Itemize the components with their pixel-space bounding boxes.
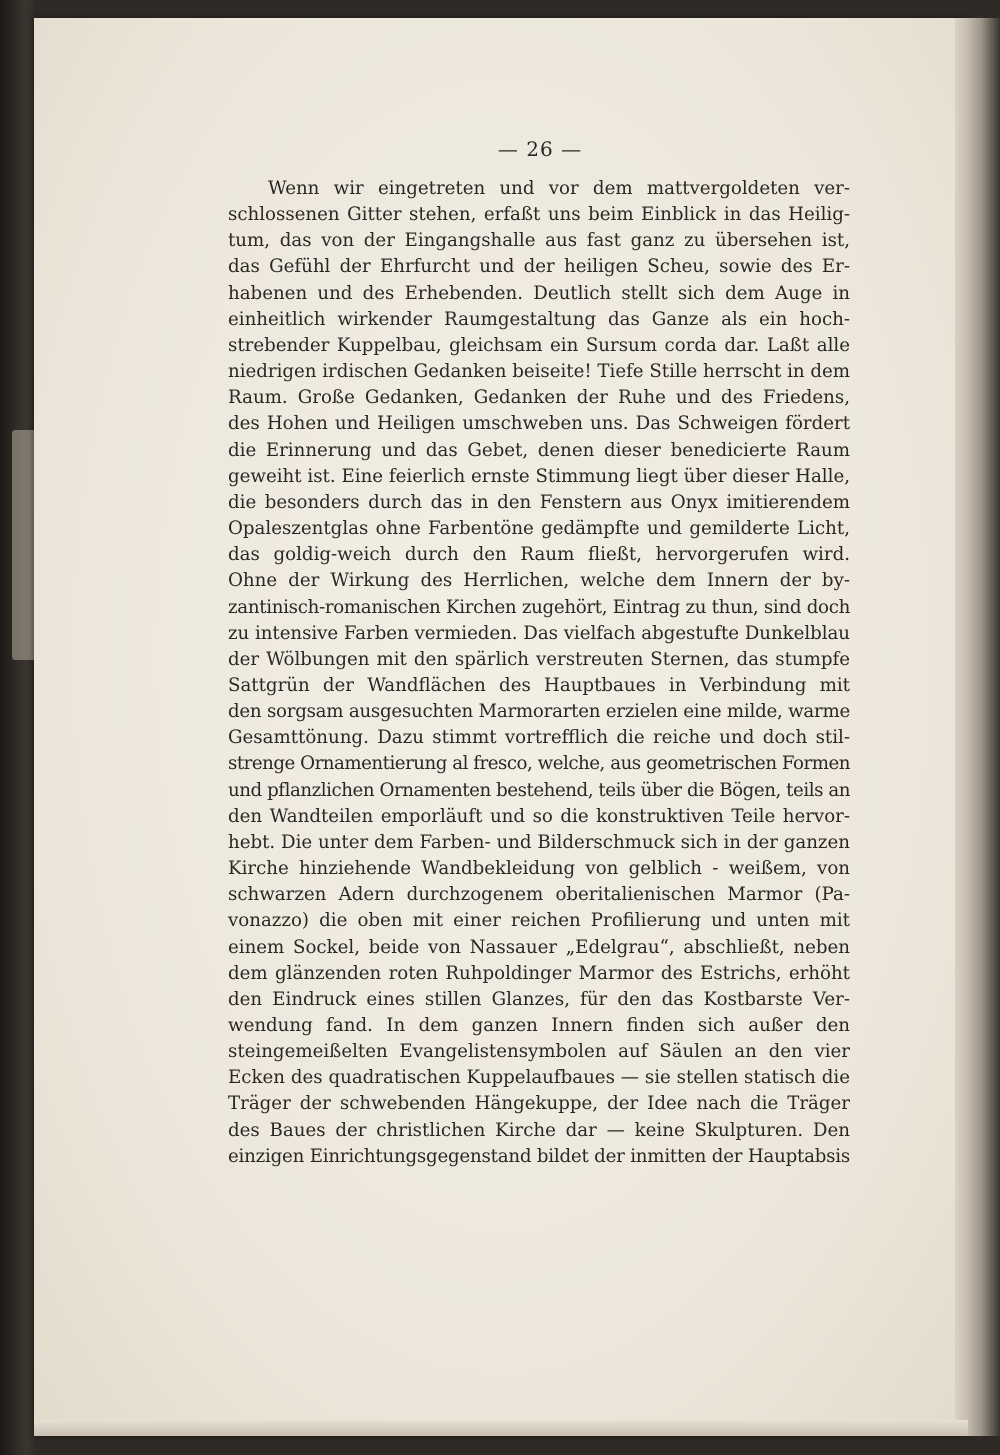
text-line: die Erinnerung und das Gebet, denen dieser benedicierte Raum [228,439,850,461]
text-line: steingemeißelten Evangelistensymbolen auf Säulen an den vier [228,1041,850,1063]
text-line: Wenn wir eingetreten und vor dem mattvergoldeten ver- [268,178,850,199]
body-text [228,176,850,1170]
text-line: Ecken des quadratischen Kuppelaufbaues — sie stellen statisch die [228,1067,850,1089]
text-line: schlossenen Gitter stehen, erfaßt uns beim Einblick in das Heilig- [228,204,850,226]
text-line: habenen und des Erhebenden. Deutlich stellt sich dem Auge in [228,282,850,304]
text-line: die besonders durch das in den Fenstern aus Onyx imitierendem [228,491,850,513]
text-line: der Wölbungen mit den spärlich verstreuten Sternen, das stumpfe [228,648,850,670]
text-line: Raum. Große Gedanken, Gedanken der Ruhe und des Friedens, [228,387,850,409]
text-line: das Gefühl der Ehrfurcht und der heiligen Scheu, sowie des Er- [228,256,850,278]
text-line: einheitlich wirkender Raumgestaltung das Ganze als ein hoch- [228,308,850,330]
text-line: geweiht ist. Eine feierlich ernste Stimmung liegt über dieser Halle, [228,465,850,487]
page-bottom-edge [34,1420,968,1436]
text-line: das goldig-weich durch den Raum fließt, hervorgerufen wird. [228,544,850,566]
text-line: des Baues der christlichen Kirche dar — keine Skulpturen. Den [228,1119,850,1141]
text-line: Träger der schwebenden Hängekuppe, der Idee nach die Träger [228,1093,850,1115]
text-line: Gesamttönung. Dazu stimmt vortrefflich die reiche und doch stil- [228,727,850,749]
page-number: — 26 — [497,137,583,161]
text-line: Kirche hinziehende Wandbekleidung von gelblich - weißem, von [228,858,850,880]
text-line: den Wandteilen emporläuft und so die konstruktiven Teile hervor- [228,805,850,827]
text-line: niedrigen irdischen Gedanken beiseite! Tiefe Stille herrscht in dem [228,361,850,383]
text-line: zantinisch-romanischen Kirchen zugehört, Eintrag zu thun, sind doch [228,596,850,618]
text-line: und pflanzlichen Ornamenten bestehend, teils über die Bögen, teils an [228,779,850,801]
text-line: wendung fand. In dem ganzen Innern finden sich außer den [228,1015,850,1036]
text-line: Opaleszentglas ohne Farbentöne gedämpfte und gemilderte Licht, [228,518,850,540]
text-line: einem Sockel, beide von Nassauer „Edelgrau“, abschließt, neben [228,936,850,958]
text-line: tum, das von der Eingangshalle aus fast ganz zu übersehen ist, [228,230,850,252]
text-line: strebender Kuppelbau, gleichsam ein Sursum corda dar. Laßt alle [228,334,850,356]
text-line: schwarzen Adern durchzogenem oberitalienischen Marmor (Pa- [228,884,850,906]
page-gutter-shadow [955,18,1000,1436]
text-line: den Eindruck eines stillen Glanzes, für den das Kostbarste Ver- [228,988,850,1010]
text-line: zu intensive Farben vermieden. Das vielfach abgestufte Dunkelblau [228,622,850,644]
text-line: Ohne der Wirkung des Herrlichen, welche dem Innern der by- [228,570,850,592]
text-line: vonazzo) die oben mit einer reichen Profilierung und unten mit [228,910,850,932]
text-line: strenge Ornamentierung al fresco, welche, aus geometrischen Formen [228,753,850,775]
text-line: einzigen Einrichtungsgegenstand bildet der inmitten der Hauptabsis [228,1145,850,1167]
text-line: des Hohen und Heiligen umschweben uns. Das Schweigen fördert [228,413,850,435]
text-line: dem glänzenden roten Ruhpoldinger Marmor des Estrichs, erhöht [228,962,850,984]
text-line: hebt. Die unter dem Farben- und Bilderschmuck sich in der ganzen [228,831,850,853]
text-line: Sattgrün der Wandflächen des Hauptbaues in Verbindung mit [228,674,850,696]
text-line: den sorgsam ausgesuchten Marmorarten erzielen eine milde, warme [228,701,850,723]
